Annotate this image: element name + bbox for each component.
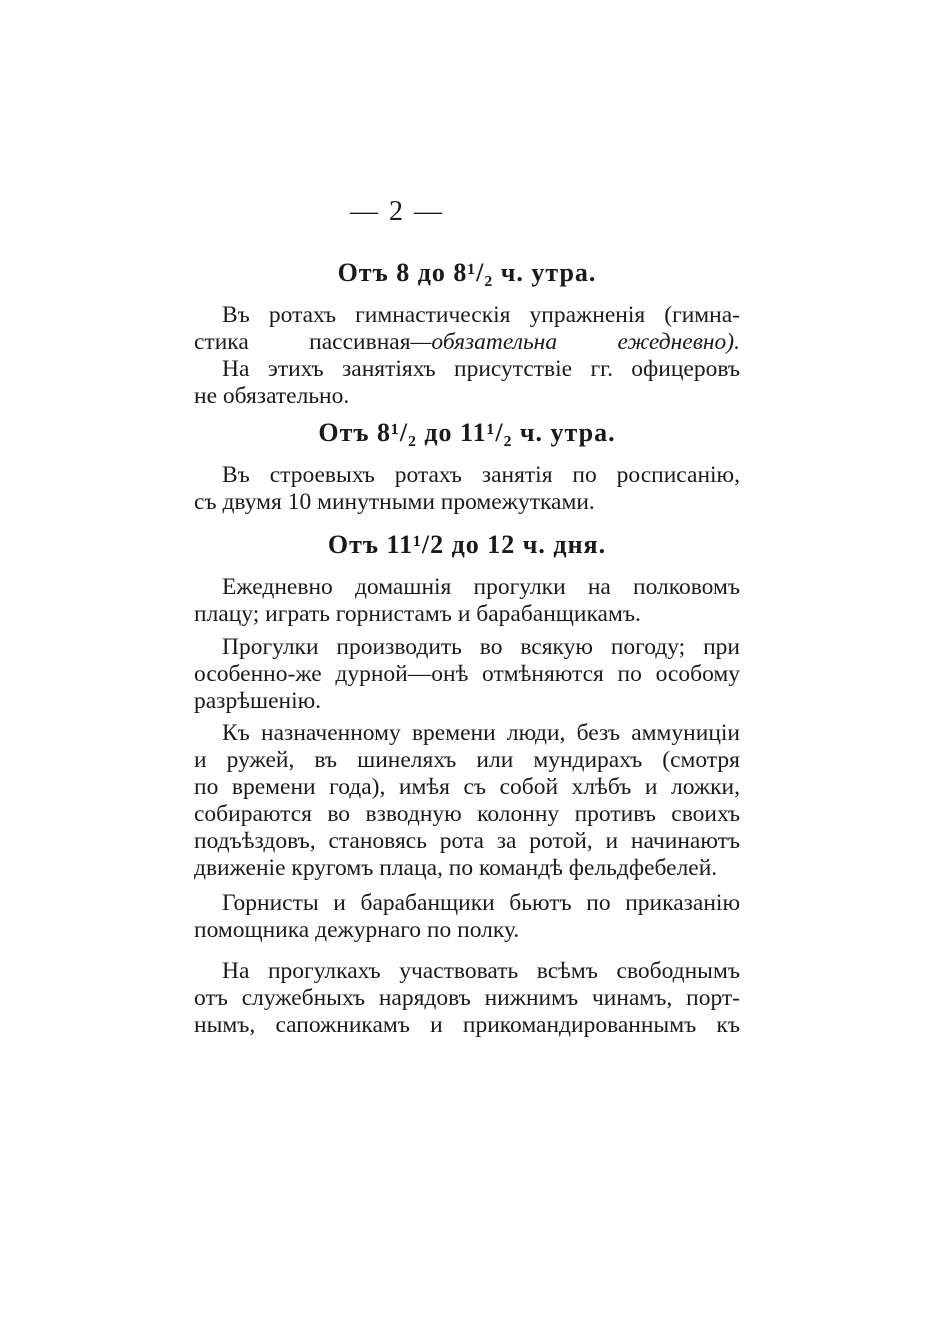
paragraph-2 bbox=[194, 462, 740, 516]
section-heading-1: Отъ 8 до 8¹/₂ ч. утра. bbox=[337, 258, 597, 287]
line: плацу; играть горнистамъ и барабанщикамъ. bbox=[194, 601, 641, 627]
line: Въ ротахъ гимнастическія упражненія (гимна- bbox=[222, 302, 740, 328]
line: не обязательно. bbox=[194, 383, 350, 409]
line bbox=[194, 329, 740, 356]
line: нымъ, сапожникамъ и прикомандированнымъ къ bbox=[194, 1012, 740, 1038]
line: отъ служебныхъ нарядовъ нижнимъ чинамъ, порт- bbox=[194, 985, 740, 1011]
line: Прогулки производить во всякую погоду; при bbox=[222, 634, 740, 660]
line: Въ строевыхъ ротахъ занятія по росписанію, bbox=[222, 462, 740, 488]
line: съ двумя 10 минутными промежутками. bbox=[194, 489, 595, 515]
emphasis: —обязательна ежедневно). bbox=[410, 329, 740, 355]
line: На этихъ занятіяхъ присутствіе гг. офицеровъ bbox=[222, 356, 740, 382]
line: На прогулкахъ участвовать всѣмъ свободнымъ bbox=[222, 958, 740, 984]
line: и ружей, въ шинеляхъ или мундирахъ (смотря bbox=[194, 747, 740, 773]
paragraph-6 bbox=[194, 890, 740, 944]
line: собираются во взводную колонну противъ своихъ bbox=[194, 801, 740, 827]
line: по времени года), имѣя съ собой хлѣбъ и ложки, bbox=[194, 774, 740, 800]
line: движеніе кругомъ плаца, по командѣ фельдфебелей. bbox=[194, 855, 718, 881]
paragraph-1 bbox=[194, 302, 740, 410]
paragraph-4 bbox=[194, 634, 740, 715]
line: Ежедневно домашнія прогулки на полковомъ bbox=[222, 574, 740, 600]
paragraph-3 bbox=[194, 574, 740, 628]
paragraph-5 bbox=[194, 720, 740, 882]
line: Горнисты и барабанщики бьютъ по приказанію bbox=[222, 890, 740, 916]
page-number: — 2 — bbox=[350, 196, 444, 227]
line: особенно-же дурной—онѣ отмѣняются по особому bbox=[194, 661, 740, 687]
section-heading-2: Отъ 8¹/₂ до 11¹/₂ ч. утра. bbox=[318, 418, 616, 447]
line: помощника дежурнаго по полку. bbox=[194, 917, 520, 943]
line-part: стика пассивная bbox=[194, 329, 411, 355]
line: подъѣздовъ, становясь рота за ротой, и начинаютъ bbox=[194, 828, 740, 854]
section-heading-3: Отъ 11¹/2 до 12 ч. дня. bbox=[327, 530, 607, 559]
line: Къ назначенному времени люди, безъ аммуниціи bbox=[222, 720, 740, 746]
line: разрѣшенію. bbox=[194, 688, 322, 714]
paragraph-7 bbox=[194, 958, 740, 1039]
